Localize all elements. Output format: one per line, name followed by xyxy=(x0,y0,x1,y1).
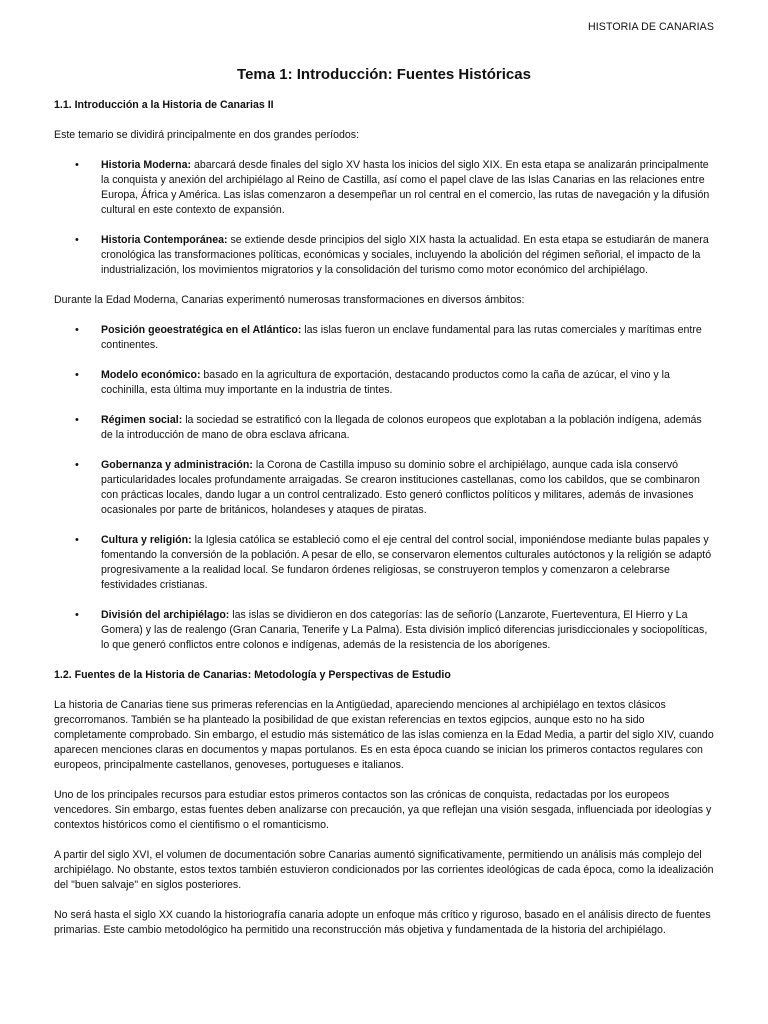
bullet-icon: • xyxy=(75,159,79,171)
bullet-icon: • xyxy=(75,609,79,621)
periods-intro: Este temario se dividirá principalmente en dos grandes períodos: xyxy=(54,129,360,141)
list-item-historia-moderna xyxy=(54,158,714,218)
list-item-text: las islas se dividieron en dos categorías: las de señorío (Lanzarote, Fuerteventura, El Hierro y La Gomera) y las de realengo (Gran Canaria, Tenerife y La Palma). Esta división implicó diferencias jurisdiccionales y sociopolíticas, lo que generó conflictos entre colonos e indígenas, además de la resistencia de los aborígenes. xyxy=(101,609,708,651)
list-item-posicion-geoestrategica xyxy=(54,323,714,353)
paragraph: No será hasta el siglo XX cuando la historiografía canaria adopte un enfoque más crítico y riguroso, basado en el análisis directo de fuentes primarias. Este cambio metodológico ha permitido una reconstrucción más objetiva y fundamentada de la historia del archipiélago. xyxy=(54,909,711,936)
list-item-label: Modelo económico: xyxy=(101,369,201,381)
list-item-label: Posición geoestratégica en el Atlántico: xyxy=(101,324,302,336)
list-item-historia-contemporanea xyxy=(54,233,714,278)
list-item-text: basado en la agricultura de exportación, destacando productos como la caña de azúcar, el vino y la cochinilla, esta última muy importante en la industria de tintes. xyxy=(101,369,670,396)
section-heading-1-1: 1.1. Introducción a la Historia de Canarias II xyxy=(54,99,274,111)
list-item-label: Cultura y religión: xyxy=(101,534,192,546)
running-header: HISTORIA DE CANARIAS xyxy=(587,21,714,33)
list-item-modelo-economico xyxy=(54,368,714,398)
list-item-text: las islas fueron un enclave fundamental para las rutas comerciales y marítimas entre continentes. xyxy=(101,324,702,351)
list-item-label: Historia Contemporánea: xyxy=(101,234,228,246)
list-item-division-archipielago xyxy=(54,608,714,653)
list-item-label: Régimen social: xyxy=(101,414,183,426)
paragraph: A partir del siglo XVI, el volumen de documentación sobre Canarias aumentó significativamente, permitiendo un análisis más complejo del archipiélago. No obstante, estos textos también estuvieron condicionados por las corrientes ideológicas de cada época, como la idealización del "buen salvaje" en siglos posteriores. xyxy=(54,849,714,891)
list-item-text: abarcará desde finales del siglo XV hasta los inicios del siglo XIX. En esta etapa se analizarán principalmente la conquista y anexión del archipiélago al Reino de Castilla, así como el papel clave de las Islas Canarias en las relaciones entre Europa, África y América. Las islas comenzaron a desempeñar un rol central en el comercio, las rutas de navegación y la difusión cultural en este contexto de expansión. xyxy=(101,159,710,216)
bullet-icon: • xyxy=(75,534,79,546)
bullet-icon: • xyxy=(75,324,79,336)
bullet-icon: • xyxy=(75,414,79,426)
list-item-text: se extiende desde principios del siglo XIX hasta la actualidad. En esta etapa se estudiarán de manera cronológica las transformaciones políticas, económicas y sociales, incluyendo la abolición del régimen señorial, el impacto de la industrialización, los movimientos migratorios y la consolidación del turismo como motor económico del archipiélago. xyxy=(101,234,709,276)
list-item-text: la Iglesia católica se estableció como el eje central del control social, imponiéndose mediante bulas papales y fomentando la conversión de la población. A pesar de ello, se conservaron elementos culturales autóctonos y la religión se adaptó progresivamente a la realidad local. Se fundaron órdenes religiosas, se construyeron templos y comenzaron a celebrarse festividades cristianas. xyxy=(101,534,712,591)
list-item-cultura-religion xyxy=(54,533,714,593)
bullet-icon: • xyxy=(75,369,79,381)
list-item-gobernanza xyxy=(54,458,714,518)
document-body xyxy=(54,66,714,953)
bullet-icon: • xyxy=(75,234,79,246)
aspects-list xyxy=(54,323,714,653)
list-item-text: la sociedad se estratificó con la llegada de colonos europeos que explotaban a la población indígena, además de la introducción de mano de obra esclava africana. xyxy=(101,414,702,441)
periods-list xyxy=(54,158,714,278)
section-heading-1-2: 1.2. Fuentes de la Historia de Canarias: Metodología y Perspectivas de Estudio xyxy=(54,669,451,681)
list-item-regimen-social xyxy=(54,413,714,443)
page-title: Tema 1: Introducción: Fuentes Históricas xyxy=(237,66,531,83)
list-item-label: División del archipiélago: xyxy=(101,609,230,621)
bullet-icon: • xyxy=(75,459,79,471)
list-item-label: Gobernanza y administración: xyxy=(101,459,253,471)
modern-age-intro: Durante la Edad Moderna, Canarias experimentó numerosas transformaciones en diversos ámbitos: xyxy=(54,294,525,306)
paragraph: La historia de Canarias tiene sus primeras referencias en la Antigüedad, apareciendo menciones al archipiélago en textos clásicos grecorromanos. También se ha planteado la posibilidad de que existan referencias en textos egipcios, aunque esto no ha sido completamente comprobado. Sin embargo, el estudio más sistemático de las islas comienza en la Edad Media, a partir del siglo XIV, cuando aparecen menciones claras en documentos y mapas portulanos. Es en esta época cuando se inician los primeros contactos regulares con europeos, principalmente castellanos, genoveses, portugueses e italianos. xyxy=(54,699,714,771)
list-item-text: la Corona de Castilla impuso su dominio sobre el archipiélago, aunque cada isla conservó particularidades locales profundamente arraigadas. Se crearon instituciones castellanas, como los cabildos, que se combinaron con prácticas locales, dando lugar a un control centralizado. Esto generó conflictos políticos y militares, además de invasiones ocasionales por parte de británicos, holandeses y ataques de piratas. xyxy=(101,459,700,516)
list-item-label: Historia Moderna: xyxy=(101,159,192,171)
paragraph: Uno de los principales recursos para estudiar estos primeros contactos son las crónicas de conquista, redactadas por los europeos vencedores. Sin embargo, estas fuentes deben analizarse con precaución, ya que reflejan una visión sesgada, influenciada por ideologías y contextos históricos como el cientifismo o el romanticismo. xyxy=(54,789,712,831)
